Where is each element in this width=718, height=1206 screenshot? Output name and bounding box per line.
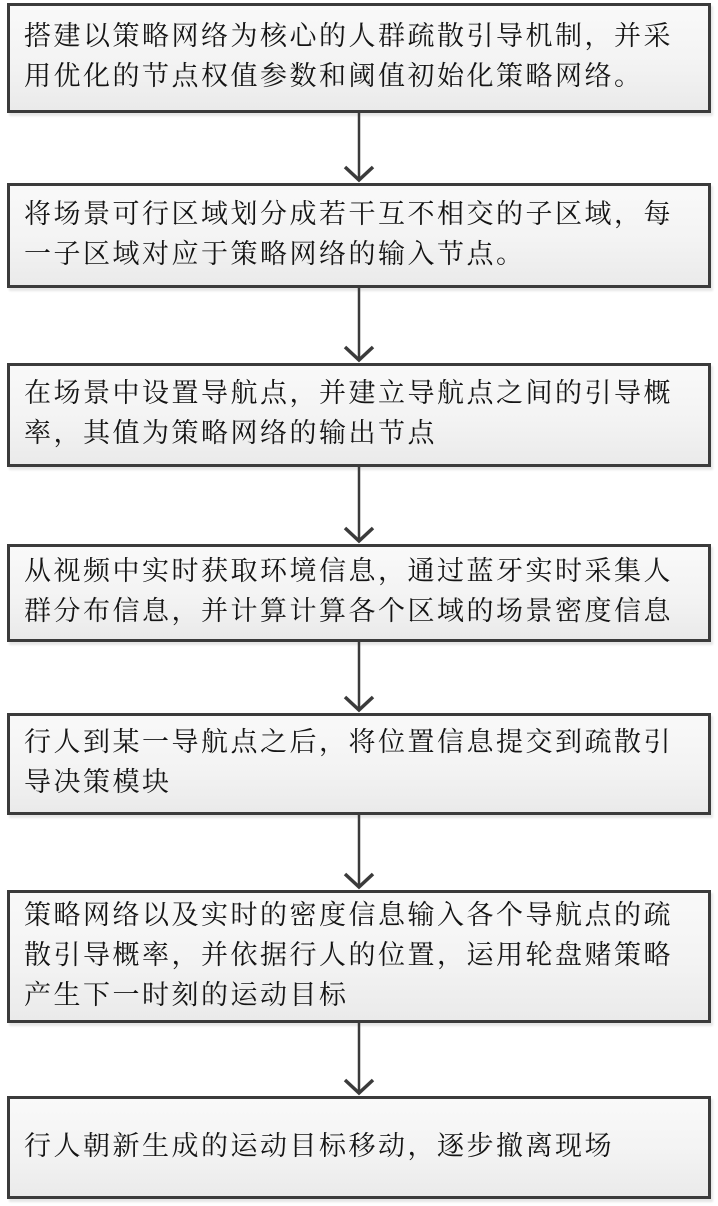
- flow-step-1-label: 搭建以策略网络为核心的人群疏散引导机制，并采用优化的节点权值参数和阈值初始化策略网络。: [24, 21, 673, 91]
- flow-step-7: [7, 1096, 711, 1199]
- flow-step-6-label: 策略网络以及实时的密度信息输入各个导航点的疏散引导概率，并依据行人的位置，运用轮盘赌策略产生下一时刻的运动目标: [24, 899, 673, 1010]
- down-arrow-3: [339, 467, 379, 544]
- flow-step-4-label: 从视频中实时获取环境信息，通过蓝牙实时采集人群分布信息，并计算计算各个区域的场景密度信息: [24, 556, 673, 626]
- flow-step-5-label: 行人到某一导航点之后，将位置信息提交到疏散引导决策模块: [24, 727, 673, 797]
- flow-step-6: [7, 890, 711, 1023]
- flow-step-4: [7, 544, 711, 642]
- flow-step-3: [7, 363, 711, 467]
- down-arrow-5: [339, 815, 379, 890]
- down-arrow-6: [339, 1023, 379, 1096]
- flow-step-2-label: 将场景可行区域划分成若干互不相交的子区域，每一子区域对应于策略网络的输入节点。: [24, 198, 673, 269]
- flow-step-2: [7, 183, 711, 288]
- flow-step-7-label: 行人朝新生成的运动目标移动，逐步撤离现场: [24, 1130, 614, 1161]
- flow-step-3-label: 在场景中设置导航点，并建立导航点之间的引导概率，其值为策略网络的输出节点: [24, 378, 673, 448]
- down-arrow-4: [339, 642, 379, 713]
- flow-step-5: [7, 713, 711, 815]
- down-arrow-1: [339, 113, 379, 183]
- down-arrow-2: [339, 288, 379, 363]
- flow-step-1: [7, 3, 711, 113]
